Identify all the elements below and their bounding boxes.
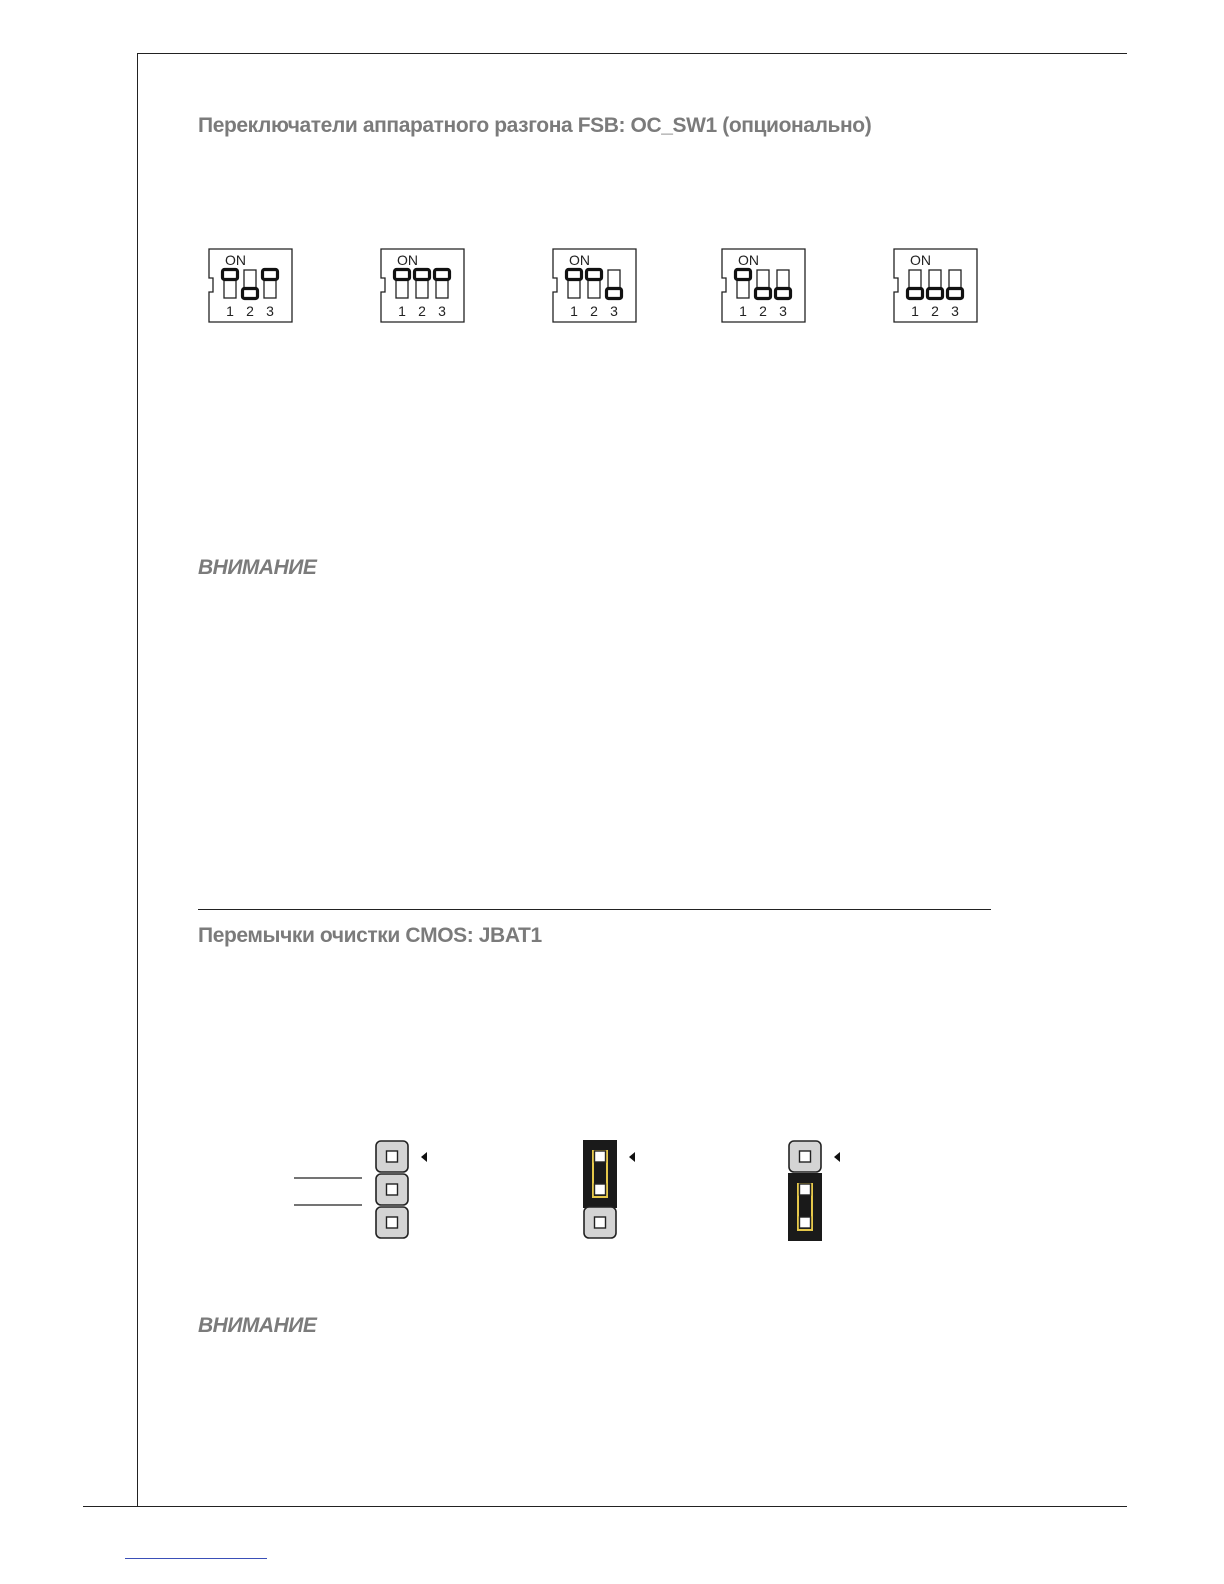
dip-switch-2 [380,248,466,324]
dip-number-label: 2 [931,303,939,319]
dip-on-label: ON [569,252,590,268]
notice-title-1: ВНИМАНИЕ [198,556,317,579]
pin1-marker-icon [421,1152,427,1162]
dip-knob-on [415,270,430,280]
dip-number-label: 2 [246,303,254,319]
jumper-leader-lines [294,1170,364,1210]
notice-title-2: ВНИМАНИЕ [198,1314,317,1337]
jumper-pin [800,1184,811,1195]
jumper-pin [595,1217,606,1228]
pin1-marker-icon [834,1152,840,1162]
dip-number-label: 2 [759,303,767,319]
dip-number-label: 2 [418,303,426,319]
dip-knob-off [908,289,923,299]
section-title-oc-sw1: Переключатели аппаратного разгона FSB: OC_SW1 (опционально) [198,114,872,137]
dip-knob-on [567,270,582,280]
dip-number-label: 3 [610,303,618,319]
jumper-3 [785,1137,849,1245]
dip-knob-off [607,289,622,299]
page-frame-bottom [83,1506,1127,1507]
jumper-pin [387,1217,398,1228]
dip-knob-on [223,270,238,280]
jumper-pin [595,1184,606,1195]
dip-knob-off [243,289,258,299]
dip-number-label: 3 [438,303,446,319]
dip-switch-5 [893,248,979,324]
page-frame-left [137,53,138,1507]
dip-number-label: 1 [398,303,406,319]
jumper-pin [387,1151,398,1162]
dip-on-label: ON [910,252,931,268]
dip-knob-on [587,270,602,280]
dip-knob-on [263,270,278,280]
dip-number-label: 1 [226,303,234,319]
footer-link-underline[interactable] [125,1558,267,1559]
dip-number-label: 1 [911,303,919,319]
dip-number-label: 2 [590,303,598,319]
dip-number-label: 3 [951,303,959,319]
jumper-pin [800,1151,811,1162]
dip-knob-off [756,289,771,299]
dip-switch-4 [721,248,807,324]
dip-knob-on [395,270,410,280]
jumper-1 [372,1137,436,1245]
dip-on-label: ON [397,252,418,268]
dip-switch-1 [208,248,294,324]
jumper-pin [595,1151,606,1162]
dip-knob-on [736,270,751,280]
dip-knob-off [948,289,963,299]
dip-number-label: 3 [779,303,787,319]
dip-on-label: ON [738,252,759,268]
page-frame-top [137,53,1127,54]
dip-knob-on [435,270,450,280]
dip-number-label: 1 [570,303,578,319]
dip-knob-off [928,289,943,299]
dip-on-label: ON [225,252,246,268]
jumper-2 [580,1137,644,1245]
dip-knob-off [776,289,791,299]
pin1-marker-icon [629,1152,635,1162]
dip-number-label: 3 [266,303,274,319]
section-title-jbat1: Перемычки очистки CMOS: JBAT1 [198,924,542,947]
dip-number-label: 1 [739,303,747,319]
section-divider [198,909,991,910]
jumper-pin [800,1217,811,1228]
jumper-pin [387,1184,398,1195]
dip-switch-3 [552,248,638,324]
